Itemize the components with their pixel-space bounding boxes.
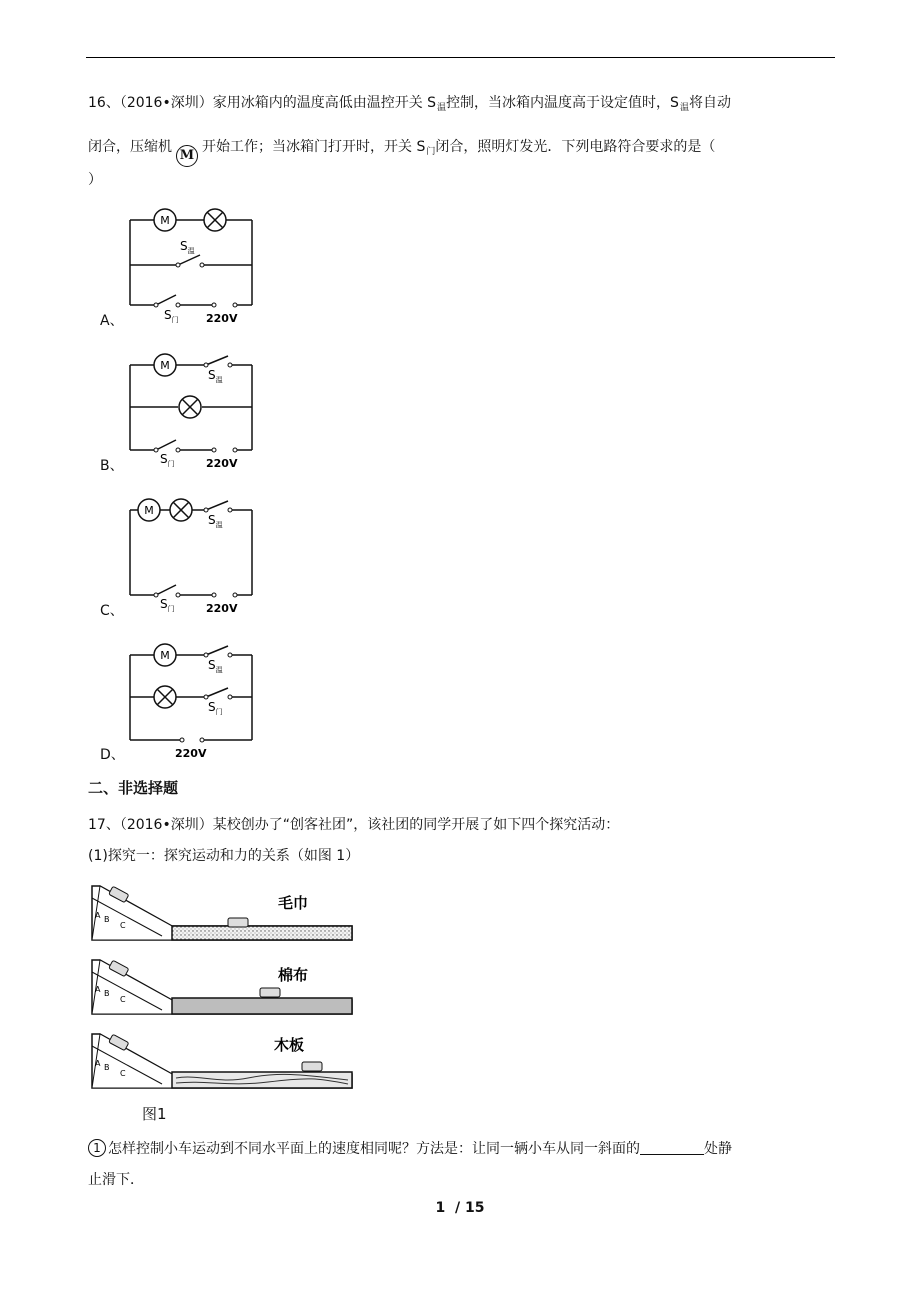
switch-label-men-c: $S_门$ xyxy=(160,597,175,613)
lamp-icon-d xyxy=(154,686,176,708)
motor-symbol-c xyxy=(138,499,160,521)
svg-text:B: B xyxy=(104,915,110,924)
option-b-label: B、 xyxy=(100,458,124,474)
switch-label-wen-c: $S_温$ xyxy=(208,513,223,529)
q17-question-line2: 止滑下． xyxy=(88,1172,144,1188)
lamp-icon-b xyxy=(179,396,201,418)
lamp-icon-a xyxy=(204,209,226,231)
svg-text:A: A xyxy=(95,985,101,994)
voltage-label-a: 220V xyxy=(206,312,238,325)
surface-label-towel: 毛巾 xyxy=(278,894,309,912)
svg-text:M: M xyxy=(160,649,170,662)
ramp-figure-wood xyxy=(88,1026,358,1101)
svg-text:C: C xyxy=(120,1069,126,1078)
circled-number: 1 xyxy=(88,1139,106,1157)
q16-line1: 16、（2016•深圳）家用冰箱内的温度高低由温控开关 $S_温$控制，当冰箱内温度高于设定值时，$S_温$将自动 xyxy=(88,95,731,113)
q17-part1: (1)探究一：探究运动和力的关系（如图 1） xyxy=(88,848,360,864)
motor-symbol-d xyxy=(154,644,176,666)
surface-label-cotton: 棉布 xyxy=(278,966,309,984)
svg-text:C: C xyxy=(120,995,126,1004)
svg-text:B: B xyxy=(104,1063,110,1072)
motor-icon: M xyxy=(176,145,198,167)
switch-label-men-a: $S_门$ xyxy=(164,308,179,324)
figure-caption: 图1 xyxy=(142,1105,167,1123)
q17-question-line1: 1 怎样控制小车运动到不同水平面上的速度相同呢？方法是：让同一辆小车从同一斜面的 处静 xyxy=(88,1139,732,1159)
switch-label-wen-b: $S_温$ xyxy=(208,368,223,384)
option-c-label: C、 xyxy=(100,603,124,619)
switch-label-wen-a: $S_温$ xyxy=(180,239,195,255)
motor-symbol-b xyxy=(154,354,176,376)
answer-blank[interactable] xyxy=(640,1140,704,1155)
circuit-d xyxy=(120,640,260,760)
header-rule xyxy=(86,57,835,58)
q16-line3: ） xyxy=(88,172,102,188)
circuit-c xyxy=(120,495,260,615)
circuit-a xyxy=(120,205,260,325)
switch-label-men-d: $S_门$ xyxy=(208,700,223,716)
switch-label-wen-d: $S_温$ xyxy=(208,658,223,674)
svg-text:A: A xyxy=(95,911,101,920)
svg-text:C: C xyxy=(120,921,126,930)
switch-label-men-b: $S_门$ xyxy=(160,452,175,468)
option-a-label: A、 xyxy=(100,313,124,329)
voltage-label-b: 220V xyxy=(206,457,238,470)
ramp-figure-cotton xyxy=(88,952,358,1027)
svg-text:B: B xyxy=(104,989,110,998)
option-d-label: D、 xyxy=(100,747,125,763)
lamp-icon-c xyxy=(170,499,192,521)
svg-text:M: M xyxy=(144,504,154,517)
q16-line2: 闭合，压缩机M开始工作；当冰箱门打开时，开关 $S_门$闭合，照明灯发光．下列电路符合要求的是（ xyxy=(88,137,715,167)
voltage-label-d: 220V xyxy=(175,747,207,760)
svg-text:M: M xyxy=(160,214,170,227)
ramp-figure-towel xyxy=(88,878,358,953)
section-title: 二、非选择题 xyxy=(88,779,179,797)
svg-text:A: A xyxy=(95,1059,101,1068)
circuit-b xyxy=(120,350,260,470)
page-number: 1 / 15 xyxy=(435,1200,485,1216)
q17-intro: 17、（2016•深圳）某校创办了“创客社团”，该社团的同学开展了如下四个探究活动： xyxy=(88,817,620,833)
svg-text:M: M xyxy=(160,359,170,372)
motor-symbol-a xyxy=(154,209,176,231)
voltage-label-c: 220V xyxy=(206,602,238,615)
surface-label-wood: 木板 xyxy=(274,1036,305,1054)
